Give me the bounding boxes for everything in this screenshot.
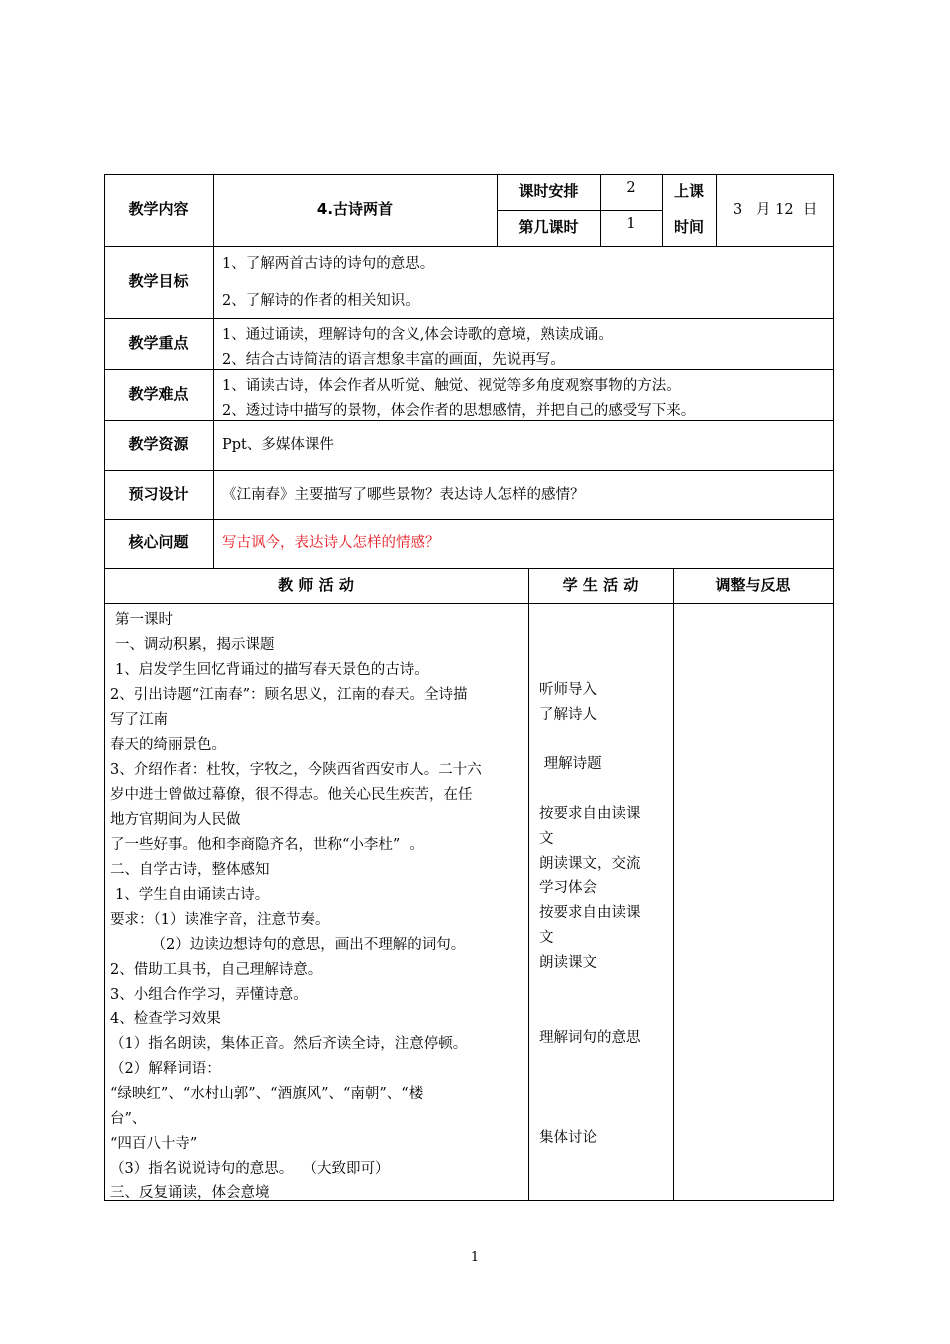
student-line: 文: [539, 930, 554, 946]
student-line: 理解诗题: [539, 756, 602, 772]
objectives-label: 教学目标: [128, 272, 189, 290]
class-time-label: 上课: [673, 182, 704, 200]
key-point-item: 1、通过诵读，理解诗句的含义,体会诗歌的意境，熟读成诵。: [222, 327, 613, 343]
student-line: 按要求自由读课: [539, 905, 641, 921]
teacher-line: （3）指名说说诗句的意思。 （大致即可）: [110, 1161, 390, 1177]
student-line: 了解诗人: [539, 707, 597, 723]
teacher-line: 1、启发学生回忆背诵过的描写春天景色的古诗。: [115, 662, 429, 678]
class-date: 3 月 12 日: [733, 202, 818, 218]
teacher-line: 3、小组合作学习，弄懂诗意。: [110, 987, 308, 1003]
difficulty-item: 2、透过诗中描写的景物，体会作者的思想感情，并把自己的感受写下来。: [222, 403, 696, 419]
teacher-line: （1）指名朗读，集体正音。然后齐读全诗，注意停顿。: [110, 1036, 468, 1052]
key-points-label: 教学重点: [128, 334, 189, 352]
student-line: 按要求自由读课: [539, 806, 641, 822]
teacher-line: 一、调动积累，揭示课题: [115, 637, 275, 653]
teacher-line: “绿映红”、“水村山郭”、“酒旗风”、“南朝”、“楼: [110, 1086, 424, 1102]
student-line: 文: [539, 831, 554, 847]
resources-label: 教学资源: [128, 435, 189, 453]
student-line: 朗读课文，交流: [539, 856, 641, 872]
teacher-line: 4、检查学习效果: [110, 1011, 221, 1027]
table-divider: [104, 568, 834, 569]
schedule-label: 课时安排: [518, 182, 579, 200]
teacher-line: 了一些好事。他和李商隐齐名，世称“小李杜” 。: [110, 837, 425, 853]
reflection-cell: [674, 604, 832, 1199]
reflection-header: 调整与反思: [715, 576, 791, 594]
table-divider-v: [528, 568, 529, 1200]
teacher-line: 岁中进士曾做过幕僚，很不得志。他关心民生疾苦，在任: [110, 787, 473, 803]
teacher-line: 要求：（1）读准字音，注意节奏。: [110, 912, 330, 928]
student-line: 朗读课文: [539, 955, 597, 971]
teacher-line: 1、学生自由诵读古诗。: [115, 887, 270, 903]
core-question-text: 写古讽今，表达诗人怎样的情感？: [222, 535, 440, 551]
period-value: 1: [626, 216, 636, 232]
class-time-label: 时间: [673, 218, 704, 236]
table-divider: [497, 210, 662, 211]
teacher-line: 春天的绮丽景色。: [110, 737, 226, 753]
schedule-value: 2: [626, 180, 636, 196]
teacher-line: 3、介绍作者：杜牧，字牧之，今陕西省西安市人。二十六: [110, 762, 482, 778]
teacher-line: 写了江南: [110, 712, 168, 728]
student-line: 理解词句的意思: [539, 1030, 641, 1046]
teacher-activities-header: 教 师 活 动: [278, 576, 354, 594]
lesson-title: 4.古诗两首: [316, 200, 394, 218]
student-activities-header: 学 生 活 动: [562, 576, 639, 594]
page-number: 1: [470, 1250, 480, 1265]
difficulties-label: 教学难点: [128, 385, 189, 403]
teacher-line: 2、借助工具书，自己理解诗意。: [110, 962, 323, 978]
objective-item: 2、了解诗的作者的相关知识。: [222, 293, 420, 309]
core-question-label: 核心问题: [128, 533, 189, 551]
period-label: 第几课时: [518, 218, 579, 236]
teacher-line: 二、自学古诗，整体感知: [110, 862, 270, 878]
teacher-line: 地方官期间为人民做: [110, 812, 241, 828]
teacher-line: “四百八十寺”: [110, 1136, 198, 1152]
preview-text: 《江南春》主要描写了哪些景物？表达诗人怎样的感情？: [222, 487, 585, 503]
difficulty-item: 1、诵读古诗，体会作者从听觉、触觉、视觉等多角度观察事物的方法。: [222, 378, 681, 394]
table-divider-v: [716, 174, 717, 246]
teacher-line: （2）边读边想诗句的意思，画出不理解的词句。: [110, 937, 466, 953]
teacher-line: 2、引出诗题“江南春”：顾名思义，江南的春天。全诗描: [110, 687, 468, 703]
preview-label: 预习设计: [128, 485, 189, 503]
student-line: 集体讨论: [539, 1130, 597, 1146]
table-border-left: [104, 174, 105, 1200]
student-line: 听师导入: [539, 682, 597, 698]
table-border-right: [833, 174, 834, 1200]
student-line: 学习体会: [539, 880, 597, 896]
table-divider-v: [213, 174, 214, 568]
objective-item: 1、了解两首古诗的诗句的意思。: [222, 256, 435, 272]
content-label: 教学内容: [128, 200, 189, 218]
resources-text: Ppt、多媒体课件: [222, 437, 334, 453]
teacher-line: 第一课时: [115, 612, 173, 628]
teacher-line: （2）解释词语：: [110, 1061, 221, 1077]
key-point-item: 2、结合古诗简洁的语言想象丰富的画面，先说再写。: [222, 352, 565, 368]
teacher-line: 台”、: [110, 1111, 147, 1127]
teacher-line: 三、反复诵读，体会意境: [110, 1185, 270, 1201]
